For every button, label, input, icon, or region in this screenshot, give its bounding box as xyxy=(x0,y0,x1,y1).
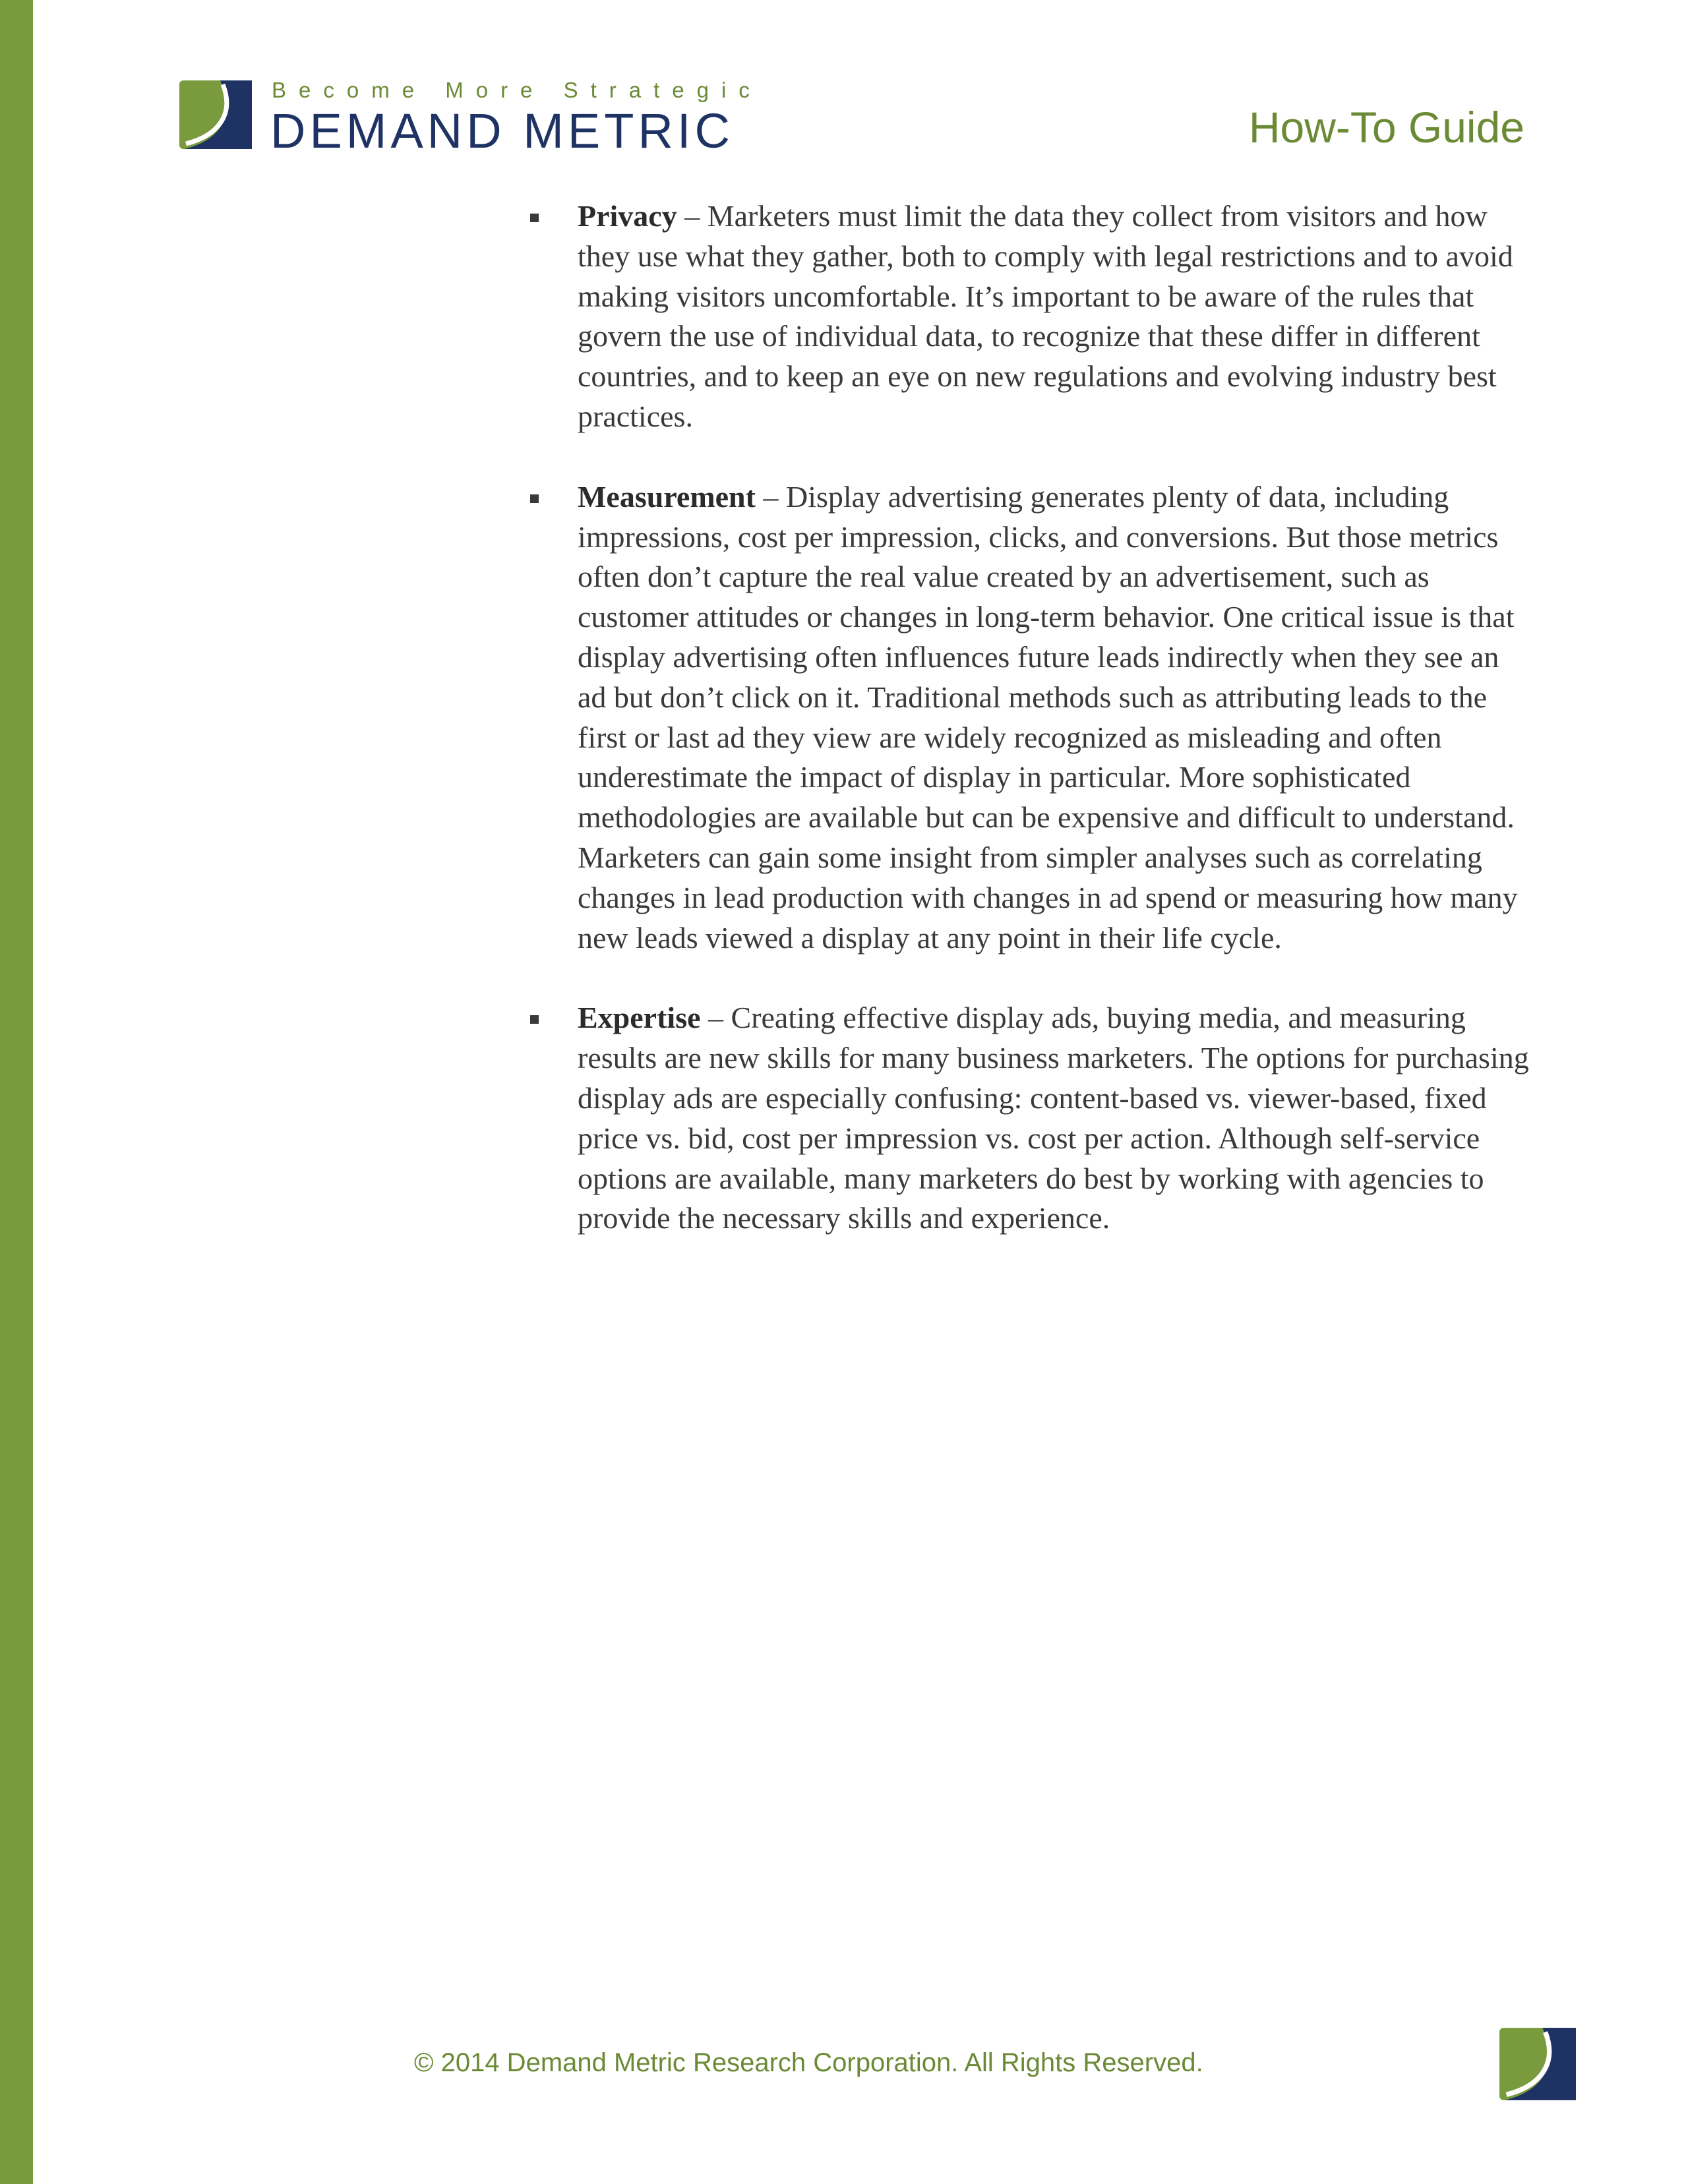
logo-mark-icon xyxy=(179,80,252,149)
bullet-list xyxy=(528,196,1533,1279)
demand-metric-logo xyxy=(179,78,839,157)
square-bullet-icon xyxy=(530,494,539,503)
bullet-term: Expertise xyxy=(578,1001,701,1035)
bullet-item-privacy xyxy=(528,196,1533,437)
brand-first-word: DEMAND xyxy=(270,103,506,158)
bullet-text: Marketers must limit the data they collect from visitors and how they use what they gather, both to comply with legal restrictions and to avoid making visitors uncomfortable. It’s important to be aware of the rules that govern the use of individual data, to recognize that these differ in different countries, and to keep an eye on new regulations and evolving industry best practices. xyxy=(578,199,1513,433)
square-bullet-icon xyxy=(530,214,539,222)
side-accent-bar xyxy=(0,0,33,2184)
bullet-text: Creating effective display ads, buying media, and measuring results are new skills for many business marketers. The options for purchasing display ads are especially confusing: content-based vs. viewer-based, fixed price vs. bid, cost per impression vs. cost per action. Although self-service options are available, many marketers do best by working with agencies to provide the necessary skills and experience. xyxy=(578,1001,1529,1235)
footer-copyright: © 2014 Demand Metric Research Corporation. All Rights Reserved. xyxy=(414,2048,1203,2077)
bullet-item-expertise xyxy=(528,998,1533,1239)
bullet-separator: – xyxy=(755,479,786,514)
bullet-term: Privacy xyxy=(578,199,677,233)
bullet-text: Display advertising generates plenty of data, including impressions, cost per impression, clicks, and conversions. But those metrics often don’t capture the real value created by an advertisement, such as customer attitudes or changes in long-term behavior. One critical issue is that display advertising often influences future leads indirectly when they see an ad but don’t click on it. Traditional methods such as attributing leads to the first or last ad they view are widely recognized as misleading and often underestimate the impact of display in particular. More sophisticated methodologies are available but can be expensive and difficult to understand. Marketers can gain some insight from simpler analyses such as correlating changes in lead production with changes in ad spend or measuring how many new leads viewed a display at any point in their life cycle. xyxy=(578,479,1518,955)
bullet-item-measurement xyxy=(528,477,1533,959)
logo-tagline: Become More Strategic xyxy=(272,78,762,102)
brand-second-word: METRIC xyxy=(523,103,734,158)
square-bullet-icon xyxy=(530,1015,539,1024)
footer-logo-icon xyxy=(1499,2026,1576,2102)
bullet-term: Measurement xyxy=(578,479,756,514)
guide-title: How-To Guide xyxy=(1248,103,1524,152)
bullet-separator: – xyxy=(700,1001,731,1035)
logo-wordmark xyxy=(270,103,734,158)
bullet-separator: – xyxy=(677,199,708,233)
